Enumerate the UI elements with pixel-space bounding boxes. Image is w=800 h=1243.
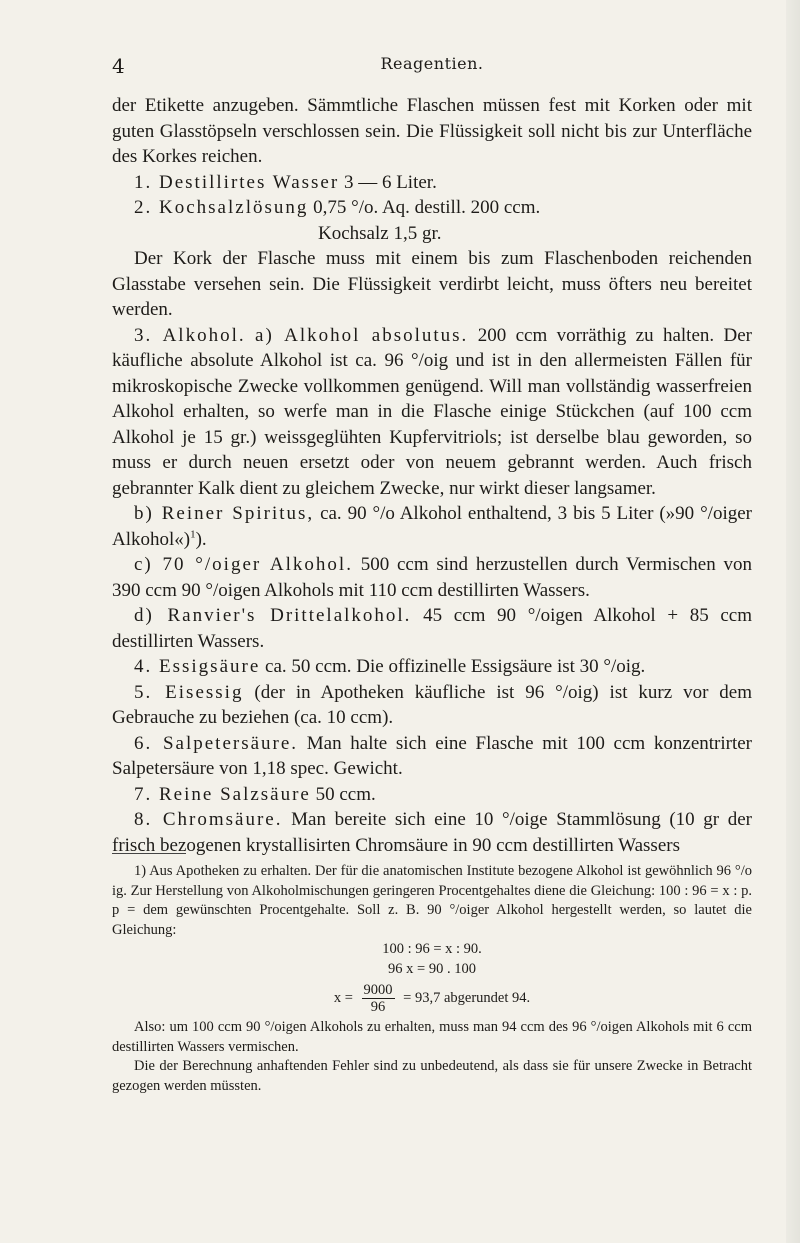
item-3-label: 3. Alkohol. [134, 324, 246, 346]
footnote-ref: 1 [190, 528, 196, 541]
item-2-line2: Kochsalz 1,5 gr. [318, 222, 442, 244]
footnote-conclusion: Also: um 100 ccm 90 °/oigen Alkohols zu erhalten, muss man 94 ccm des 96 °/oigen Alkohols mit 6 ccm destillirten Wassers vermischen. [112, 1019, 752, 1055]
footnote-remark: Die der Berechnung anhaftenden Fehler sind zu unbedeutend, als dass sie für unsere Zwecke in Betracht gezogen werden müssten. [112, 1058, 752, 1094]
item-7-text: 50 ccm. [315, 783, 376, 805]
item-3a-label: a) Alkohol absolutus. [255, 324, 469, 346]
item-8-text: Man bereite sich eine 10 °/oige Stammlösung (10 gr der frisch bezogenen krystallisirten Chromsäure in 90 ccm destillirten Wassers [112, 809, 752, 856]
item-3c-text: 500 ccm sind herzustellen durch Vermischen von 390 ccm 90 °/oigen Alkohols mit 110 ccm destillirten Wassers. [112, 554, 753, 601]
item-5 [112, 680, 752, 731]
page-edge [786, 0, 800, 1243]
item-3b-text: ca. 90 °/o Alkohol enthaltend, 3 bis 5 Liter (»90 °/oiger Alkohol«) [112, 503, 753, 550]
main-text [112, 93, 752, 858]
item-7 [112, 782, 752, 808]
item-1 [112, 170, 752, 196]
page-header [112, 54, 752, 78]
footnote-text: Aus Apotheken zu erhalten. Der für die anatomischen Institute bezogene Alkohol ist gewöhnlich 96 °/o ig. Zur Herstellung von Alkoholmischungen geringeren Procentgehaltes diene die Gleichung: 100 : 96 = x : p. p = dem gewünschten Procentgehalte. Soll z. B. 90 °/oiger Alkohol hergestellt werden, so lautet die Gleichung: [112, 863, 752, 938]
equation-2: 96 x = 90 . 100 [388, 960, 476, 977]
equation-1: 100 : 96 = x : 90. [382, 941, 482, 957]
intro-paragraph: der Etikette anzugeben. Sämmtliche Flaschen müssen fest mit Korken oder mit guten Glasstöpseln verschlossen sein. Die Flüssigkeit soll nicht bis zur Unterfläche des Korkes reichen. [112, 95, 752, 167]
item-5-text: (der in Apotheken käufliche ist 96 °/oig) ist kurz vor dem Gebrauche zu beziehen (ca. 10 ccm). [112, 681, 753, 728]
item-1-text: 3 — 6 Liter. [343, 171, 437, 193]
item-7-label: 7. Reine Salzsäure [134, 783, 311, 805]
equation-3-lhs: x = [333, 989, 353, 1006]
item-3d-text: 45 ccm 90 °/oigen Alkohol + 85 ccm destillirten Wassers. [112, 605, 752, 652]
item-2-note: Der Kork der Flasche muss mit einem bis zum Flaschenboden reichenden Glasstabe versehen sein. Die Flüssigkeit verdirbt leicht, muss öfters neu bereitet werden. [112, 248, 752, 320]
fraction [362, 982, 395, 1015]
footnote-divider [112, 853, 186, 854]
item-8 [112, 807, 752, 858]
item-3a [112, 323, 752, 502]
running-title: Reagentien. [380, 54, 484, 73]
item-3b-label: b) Reiner Spiritus, [134, 503, 315, 524]
item-3c [112, 552, 752, 603]
item-6-text: Man halte sich eine Flasche mit 100 ccm konzentrirter Salpetersäure von 1,18 spec. Gewicht. [112, 732, 753, 779]
item-3d-label: d) Ranvier's Drittelalkohol. [134, 605, 412, 626]
equation-3-rhs: = 93,7 abgerundet 94. [403, 989, 531, 1006]
item-3a-text: 200 ccm vorräthig zu halten. Der käufliche absolute Alkohol ist ca. 96 °/oig und ist in den allermeisten Fällen für mikroskopische Zwecke vollkommen genügend. Will man vollständig wasserfreien Alkohol erhalten, so werfe man in die Flasche einige Stückchen (auf 100 ccm Alkohol je 15 gr.) weissgeglühten Kupfervitriols; ist derselbe blau geworden, so muss er durch neuen ersetzt oder von neuem gebrannt werden. Auch frisch gebrannter Kalk dient zu gleichem Zwecke, nur wirkt dieser langsamer. [112, 324, 753, 499]
item-8-label: 8. Chromsäure. [134, 809, 283, 830]
fraction-numerator: 9000 [363, 982, 393, 998]
item-3c-label: c) 70 °/oiger Alkohol. [134, 554, 353, 575]
item-6 [112, 731, 752, 782]
footnote-marker: 1) [134, 863, 147, 879]
item-2-label: 2. Kochsalzlösung [134, 197, 309, 218]
item-4 [112, 654, 752, 680]
item-2-text: 0,75 °/o. Aq. destill. 200 ccm. [313, 197, 541, 218]
item-5-label: 5. Eisessig [134, 681, 244, 703]
footnote [112, 862, 752, 1096]
fraction-denominator: 96 [370, 999, 386, 1015]
footnote-paragraph [112, 862, 752, 940]
item-1-label: 1. Destillirtes Wasser [134, 171, 340, 193]
item-4-text: ca. 50 ccm. Die offizinelle Essigsäure ist 30 °/oig. [265, 656, 646, 677]
item-4-label: 4. Essigsäure [134, 656, 261, 677]
item-6-label: 6. Salpetersäure. [134, 732, 299, 754]
item-3b-end: ). [195, 528, 207, 550]
equation-3 [112, 982, 752, 1015]
item-3b [112, 501, 752, 552]
item-2 [112, 195, 752, 221]
item-3d [112, 603, 752, 654]
page-number: 4 [112, 54, 125, 78]
